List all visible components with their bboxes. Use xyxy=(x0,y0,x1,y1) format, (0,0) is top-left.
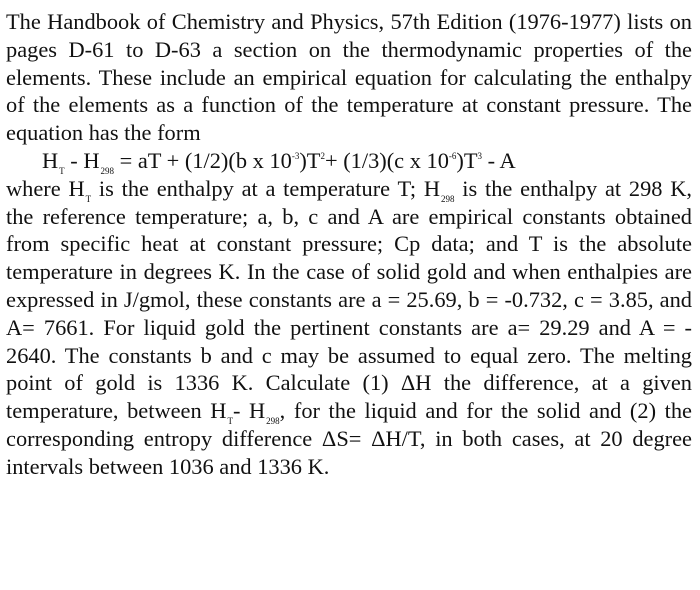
intro-text: The Handbook of Chemistry and Physics, 57th Edition (1976-1977) lists on pages D-61 to D-63 a section on the thermodynamic properties of the elements. These include an empirical equation for calculating the enthalpy of the elements as a function of the temperature at constant pressure. The equation has the form xyxy=(6,9,692,146)
intro-paragraph xyxy=(6,8,692,147)
eq-exp-neg3: -3 xyxy=(291,150,300,161)
eq-sub-t: T xyxy=(59,165,65,176)
eq-minus-h: - H xyxy=(64,147,100,173)
body-sub-t: T xyxy=(85,193,92,204)
eq-tail: - A xyxy=(482,147,516,173)
body-rest-1: is the enthalpy at 298 K, the reference temperature; a, b, c and A are empirical constants obtained from specific heat at constant pressure; Cp data; and T is the absolute temperature in degrees K. In the case of solid gold and when enthalpies are expressed in J/gmol, these constants are a = 25.69, b = -0.732, c = 3.85, and A= 7661. For liquid gold the pertinent constants are a= 29.29 and A = - 2640. The constants b and c may be assumed to equal zero. The melting point of gold is 1336 K. Calculate (1) ΔH the difference, at a given temperature, between H xyxy=(6,175,693,424)
eq-h: H xyxy=(42,147,59,173)
body-sub-298b: 298 xyxy=(266,416,280,427)
body-rest-2: , for the liquid and for the solid and (2) the corresponding entropy difference ΔS= ΔH/T, in both cases, at 20 degree intervals between 1036 and 1336 K. xyxy=(6,398,692,479)
body-dash-h: - H xyxy=(232,398,266,424)
body-is-enthalpy: is the enthalpy at a temperature T; H xyxy=(91,175,441,201)
enthalpy-equation xyxy=(6,147,692,175)
eq-close-t2: )T xyxy=(456,147,478,173)
eq-plus-third: + (1/3)(c x 10 xyxy=(324,147,449,173)
eq-sub-298: 298 xyxy=(100,165,114,176)
eq-exp-3: 3 xyxy=(477,150,483,161)
eq-close-t: )T xyxy=(299,147,321,173)
body-sub-t2: T xyxy=(227,416,233,427)
body-sub-298: 298 xyxy=(441,193,455,204)
eq-mid: = aT + (1/2)(b x 10 xyxy=(114,147,292,173)
body-where-h: where H xyxy=(6,175,85,201)
eq-exp-neg6: -6 xyxy=(448,150,457,161)
body-paragraph xyxy=(6,175,692,481)
eq-exp-2: 2 xyxy=(320,150,325,161)
